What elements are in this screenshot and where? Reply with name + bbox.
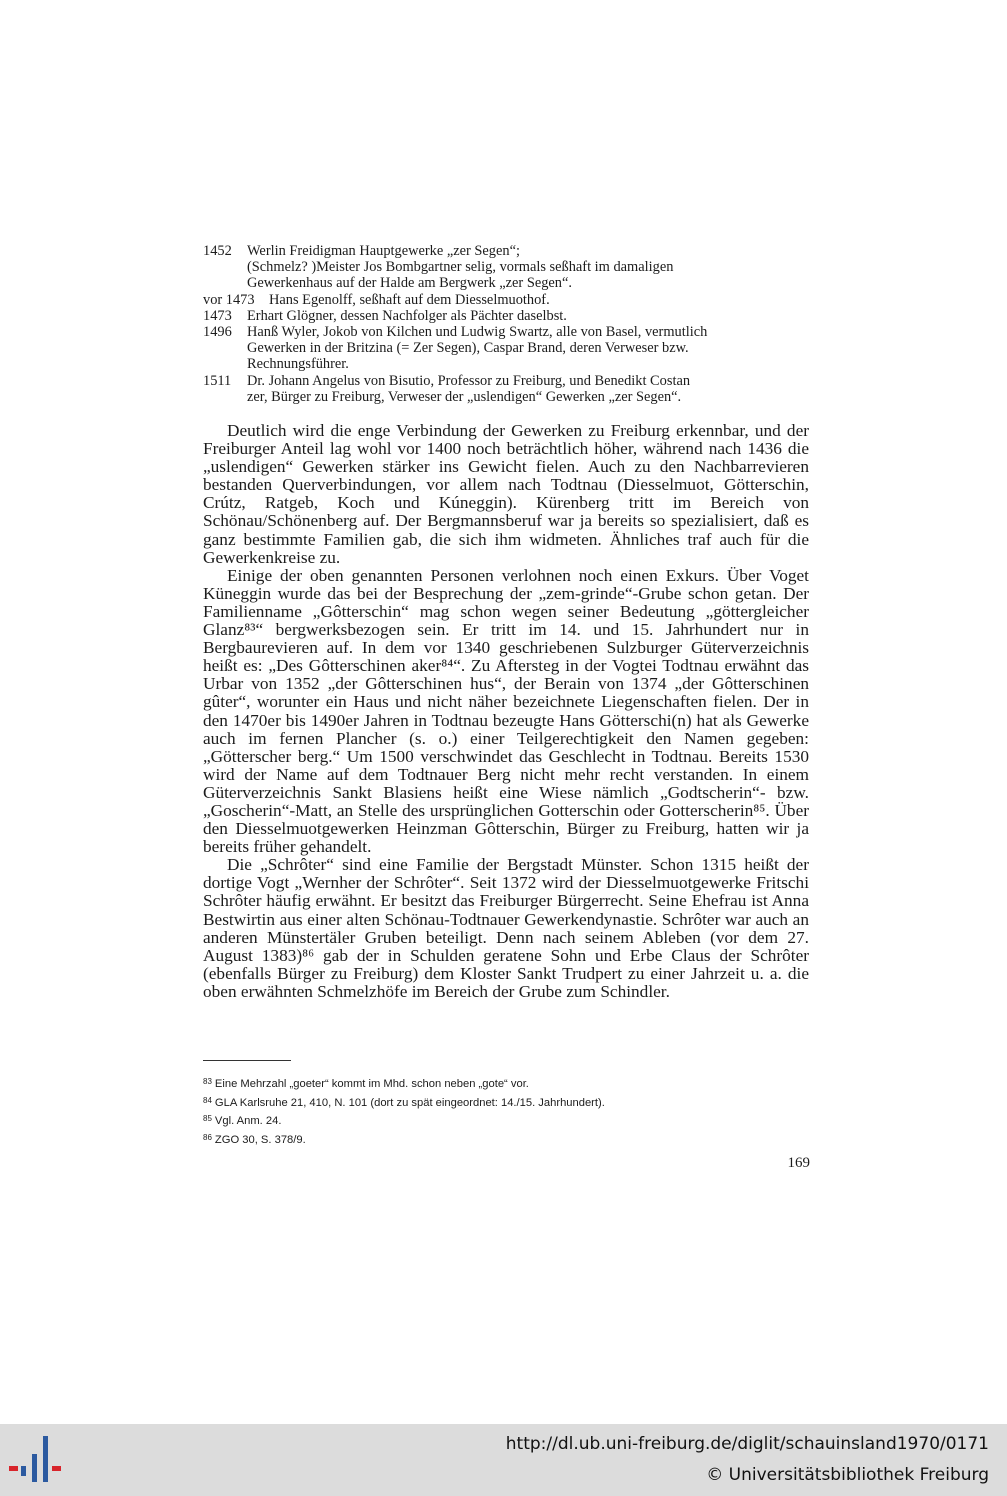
paragraph: Die „Schrôter“ sind eine Familie der Bergstadt Münster. Schon 1315 heißt der dortige Vogt „Wernher der Schrôter“. Seit 1372 wird der Diesselmuotgewerke Fritschi Schrôter häufig erwähnt. Er besitzt das Freiburger Bürgerrecht. Seine Ehefrau ist Anna Bestwirtin aus einer alten Schönau-Todtnauer Gewerkendynastie. Schrôter war auch an anderen Münstertäler Gruben beteiligt. Denn nach seinem Ableben (vor dem 27. August 1383)⁸⁶ gab der in Schulden geratene Sohn und Erbe Claus der Schrôter (ebenfalls Bürger zu Freiburg) dem Kloster Sankt Trudpert zu einer Jahrzeit u. a. die oben erwähnten Schmelzhöfe im Bereich der Grube zum Schindler. (203, 855, 809, 1001)
chronology-entry (203, 292, 809, 308)
entry-year: 1473 (203, 307, 232, 324)
body-text (203, 422, 809, 1001)
entry-line: Werlin Freidigman Hauptgewerke „zer Segen“; (247, 243, 520, 259)
entry-line: Gewerkenhaus auf der Halde am Bergwerk „zer Segen“. (247, 275, 572, 292)
copyright-notice: © Universitätsbibliothek Freiburg (706, 1465, 989, 1485)
entry-line: Hans Egenolff, seßhaft auf dem Diesselmuothof. (269, 291, 550, 308)
entry-text (269, 292, 809, 308)
paragraph: Einige der oben genannten Personen verlohnen noch einen Exkurs. Über Voget Küneggin wurde das bei der Besprechung der „zem-grinde“-Grube schon getan. Der Familienname „Gôtterschin“ mag schon wegen seiner Bedeutung „göttergleicher Glanz⁸³“ bergwerksbezogen sein. Er tritt im 14. und 15. Jahrhundert nur in Bergbaurevieren auf. In dem vor 1340 geschriebenen Sulzburger Güterverzeichnis heißt es: „Des Gôtterschinen aker⁸⁴“. Zu Aftersteg in der Vogtei Todtnau erwähnt das Urbar von 1352 „der Gôtterschinen hus“, der Berain von 1374 „der Gôtterschinen gûter“, worunter ein Haus und nicht näher bezeichnete Liegenschaften fielen. Der in den 1470er bis 1490er Jahren in Todtnau bezeugte Hans Götterschi(n) hat als Gewerke auch im fernen Plancher (s. o.) einer Teilgerechtigkeit den Namen gegeben: „Götterscher berg.“ Um 1500 verschwindet das Geschlecht in Todtnau. Bereits 1530 wird der Name auf dem Todtnauer Berg nicht mehr recht verstanden. In einem Güterverzeichnis Sankt Blasiens heißt eine Wiese nämlich „Godtscherin“- bzw. „Goscherin“-Matt, an Stelle des ursprünglichen Gotterschin oder Gotterscherin⁸⁵. Über den Diesselmuotgewerken Heinzman Gôtterschin, Bürger zu Freiburg, hatten wir ja bereits früher gehandelt. (203, 565, 809, 857)
logo-dash-red (9, 1466, 18, 1471)
footnote-text: Eine Mehrzahl „goeter“ kommt im Mhd. schon neben „gote“ vor. (214, 1078, 529, 1090)
footnote-number: 84 (203, 1095, 212, 1105)
footnote (203, 1111, 809, 1130)
entry-text (247, 243, 809, 292)
footnote-number: 85 (203, 1114, 212, 1124)
footer-bar (0, 1424, 1007, 1496)
entry-text (247, 373, 809, 405)
entry-line: zer, Bürger zu Freiburg, Verweser der „uslendigen“ Gewerken „zer Segen“. (247, 388, 682, 405)
entry-line: Rechnungsführer. (247, 356, 349, 373)
chronology-entry (203, 373, 809, 405)
footnote (203, 1093, 809, 1112)
page-number: 169 (787, 1155, 810, 1171)
footnote-number: 86 (203, 1132, 212, 1142)
chronology-list (203, 243, 809, 405)
library-logo-icon (8, 1432, 68, 1490)
logo-dash-red (52, 1466, 61, 1471)
entry-year: 1496 (203, 324, 232, 341)
paragraph: Deutlich wird die enge Verbindung der Gewerken zu Freiburg erkennbar, und der Freiburger Anteil lag wohl vor 1400 noch beträchtlich höher, während nach 1436 die „uslendigen“ Gewerken stärker ins Gewicht fielen. Auch zu den Nachbarrevieren bestanden Querverbindungen, vor allem nach Todtnau (Diesselmuot, Götterschin, Crútz, Ratgeb, Koch und Kúneggin). Kürenberg tritt im Bereich von Schönau/Schönenberg auf. Der Bergmannsberuf war ja bereits so spezialisiert, daß es ganz bestimmte Familien gab, die sich ihm widmeten. Ähnliches traf auch für die Gewerkenkreise zu. (203, 421, 809, 567)
footnote-text: Vgl. Anm. 24. (214, 1115, 282, 1128)
logo-bar-blue (32, 1454, 37, 1482)
footnote (203, 1130, 809, 1149)
entry-line: (Schmelz? )Meister Jos Bombgartner selig, vormals seßhaft im damaligen (247, 259, 674, 276)
chronology-entry (203, 324, 809, 373)
chronology-entry (203, 243, 809, 292)
footnote (203, 1074, 809, 1093)
footnote-text: ZGO 30, S. 378/9. (214, 1133, 306, 1146)
footnote-number: 83 (203, 1077, 212, 1086)
logo-bar-blue (43, 1436, 48, 1482)
chronology-entry (203, 308, 809, 324)
footnote-text: GLA Karlsruhe 21, 410, N. 101 (dort zu spät eingeordnet: 14./15. Jahrhundert). (214, 1096, 605, 1109)
footnote-divider (203, 1060, 291, 1061)
entry-text (247, 308, 809, 324)
entry-year: 1452 (203, 243, 232, 259)
entry-line: Dr. Johann Angelus von Bisutio, Professor zu Freiburg, und Benedikt Costan (247, 372, 691, 389)
entry-line: Hanß Wyler, Jokob von Kilchen und Ludwig Swartz, alle von Basel, vermutlich (247, 324, 708, 341)
logo-bar-blue (21, 1466, 26, 1476)
entry-line: Gewerken in der Britzina (= Zer Segen), Caspar Brand, deren Verweser bzw. (247, 340, 689, 357)
entry-text (247, 324, 809, 373)
entry-year: vor 1473 (203, 291, 255, 308)
entry-line: Erhart Glögner, dessen Nachfolger als Pächter daselbst. (247, 307, 567, 324)
permalink-url[interactable]: http://dl.ub.uni-freiburg.de/diglit/schauinsland1970/0171 (505, 1434, 989, 1454)
footnotes (203, 1074, 809, 1148)
entry-year: 1511 (203, 372, 232, 389)
